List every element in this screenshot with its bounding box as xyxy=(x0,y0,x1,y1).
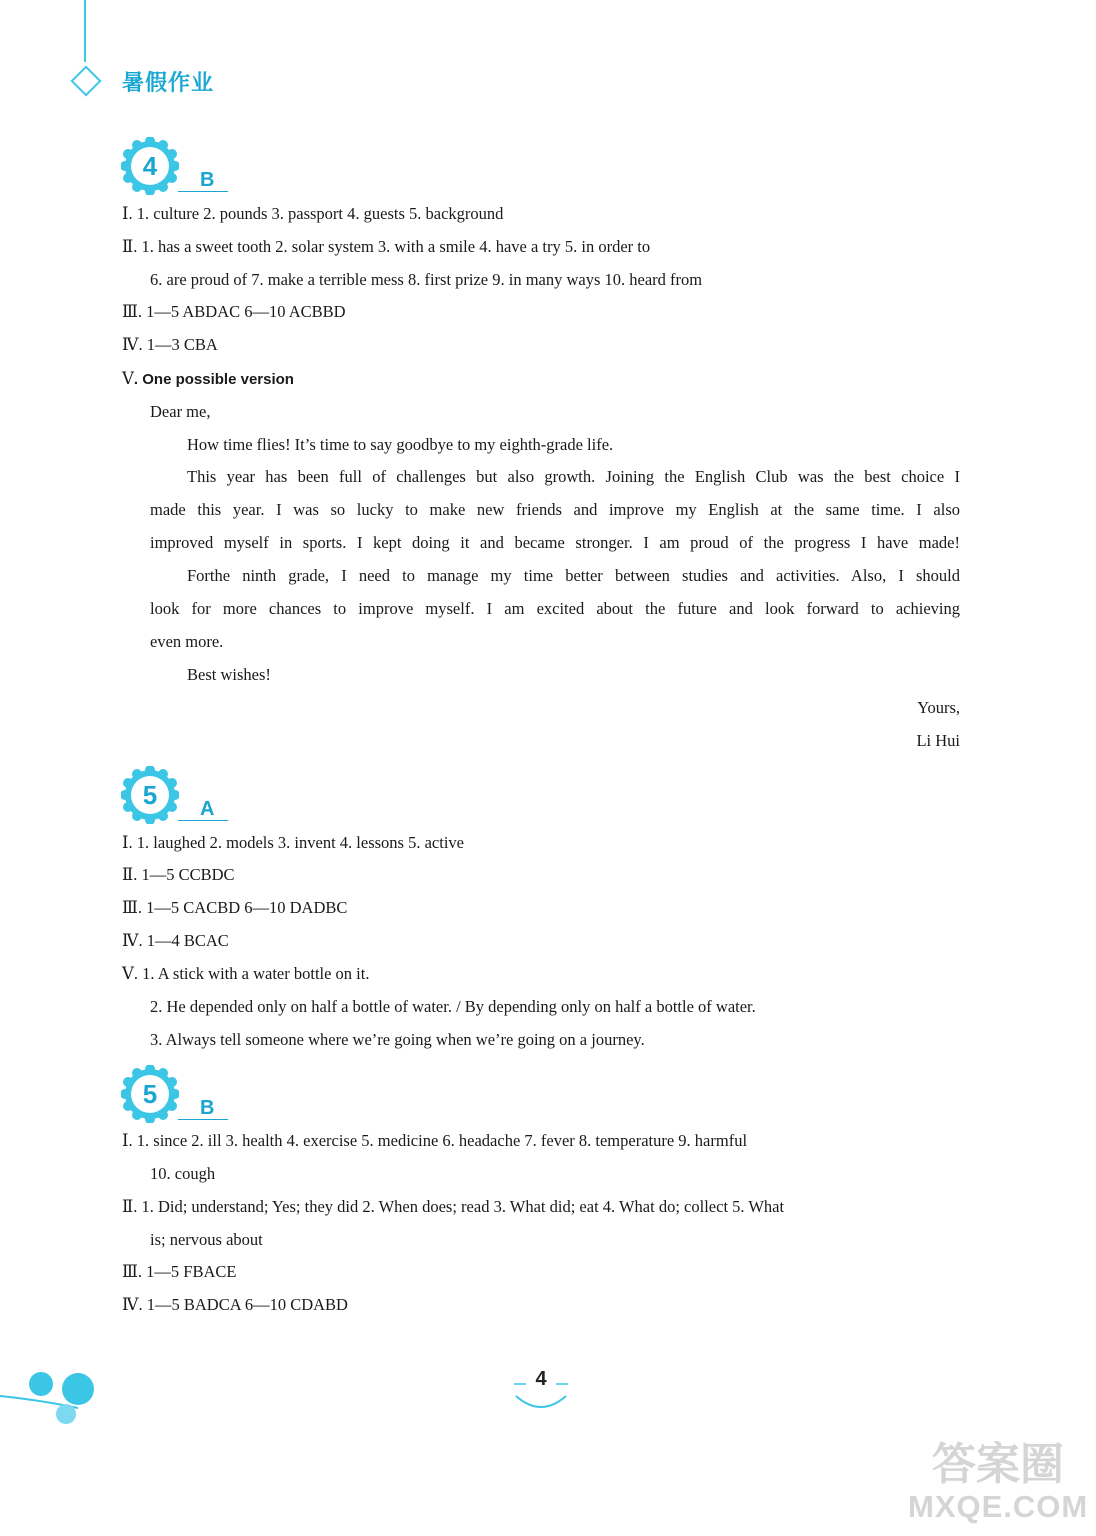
letter-signature: Li Hui xyxy=(916,731,960,750)
letter-paragraph-2b: made this year. I was so lucky to make new friends and improve my English at the same time. I also xyxy=(150,500,960,519)
s5b-line-1: Ⅰ. 1. since 2. ill 3. health 4. exercise 5. medicine 6. headache 7. fever 8. temperature 9. harmful xyxy=(122,1131,748,1150)
watermark-logo-text: 答案圈 xyxy=(932,1440,1064,1489)
section-4-letter: B xyxy=(200,169,215,191)
header-rule xyxy=(84,0,86,62)
s5a-line-3: Ⅲ. 1—5 CACBD 6—10 DADBC xyxy=(122,898,348,917)
section-4-number-badge xyxy=(121,137,179,195)
s4b-line-2: Ⅱ. 1. has a sweet tooth 2. solar system 3. with a smile 4. have a try 5. in order to xyxy=(122,237,651,256)
s5b-line-4: is; nervous about xyxy=(150,1230,263,1249)
section-5a-letter: A xyxy=(200,798,215,820)
page-header-title: 暑假作业 xyxy=(122,71,215,96)
letter-paragraph-3b: look for more chances to improve myself. I am excited about the future and look forward to achieving xyxy=(150,599,960,618)
s5a-line-6: 2. He depended only on half a bottle of water. / By depending only on half a bottle of water. xyxy=(150,997,756,1016)
s5a-line-2: Ⅱ. 1—5 CCBDC xyxy=(122,865,235,884)
page-number-wrap xyxy=(506,1360,576,1420)
s5a-line-4: Ⅳ. 1—4 BCAC xyxy=(122,931,229,950)
section-5b-number: 5 xyxy=(142,1079,158,1109)
letter-paragraph-3a: Forthe ninth grade, I need to manage my time better between studies and activities. Also, I should xyxy=(187,566,960,585)
letter-paragraph-3c: even more. xyxy=(150,632,224,651)
s4b-line-4: Ⅲ. 1—5 ABDAC 6—10 ACBBD xyxy=(122,302,346,321)
section-4-underline xyxy=(178,191,228,192)
letter-paragraph-1: How time flies! It’s time to say goodbye to my eighth-grade life. xyxy=(187,435,614,454)
s4b-line-1: Ⅰ. 1. culture 2. pounds 3. passport 4. guests 5. background xyxy=(122,204,504,223)
s5b-line-2: 10. cough xyxy=(150,1164,216,1183)
s5b-line-3: Ⅱ. 1. Did; understand; Yes; they did 2. When does; read 3. What did; eat 4. What do; collect 5. What xyxy=(122,1197,785,1216)
letter-signoff: Yours, xyxy=(917,698,960,717)
watermark xyxy=(908,1440,1088,1524)
s4b-line-5: Ⅳ. 1—3 CBA xyxy=(122,335,218,354)
letter-salutation: Dear me, xyxy=(150,402,211,421)
s5b-line-5: Ⅲ. 1—5 FBACE xyxy=(122,1262,237,1281)
section-4-number: 4 xyxy=(142,151,158,181)
watermark-url: MXQE.COM xyxy=(908,1489,1089,1524)
section-5b-underline xyxy=(178,1119,228,1120)
page-number: 4 xyxy=(535,1368,547,1390)
s4b-line-6: Ⅴ. One possible version xyxy=(122,369,294,388)
s5a-line-5: Ⅴ. 1. A stick with a water bottle on it. xyxy=(122,964,370,983)
bubbles-decoration-icon xyxy=(0,1360,110,1440)
letter-paragraph-2c: improved myself in sports. I kept doing it and became stronger. I am proud of the progress I have made! xyxy=(150,533,960,552)
s5a-line-7: 3. Always tell someone where we’re going when we’re going on a journey. xyxy=(150,1030,645,1049)
section-5a-underline xyxy=(178,820,228,821)
header-diamond-icon xyxy=(70,65,101,96)
letter-paragraph-2a: This year has been full of challenges but also growth. Joining the English Club was the best choice I xyxy=(187,467,960,486)
s4b-line-3: 6. are proud of 7. make a terrible mess 8. first prize 9. in many ways 10. heard from xyxy=(150,270,703,289)
section-5a-number: 5 xyxy=(142,780,158,810)
s5b-line-6: Ⅳ. 1—5 BADCA 6—10 CDABD xyxy=(122,1295,348,1314)
section-5b-letter: B xyxy=(200,1097,215,1119)
section-5b-number-badge xyxy=(121,1065,179,1123)
letter-closing: Best wishes! xyxy=(187,665,271,684)
s5a-line-1: Ⅰ. 1. laughed 2. models 3. invent 4. lessons 5. active xyxy=(122,833,464,852)
section-5a-number-badge xyxy=(121,766,179,824)
